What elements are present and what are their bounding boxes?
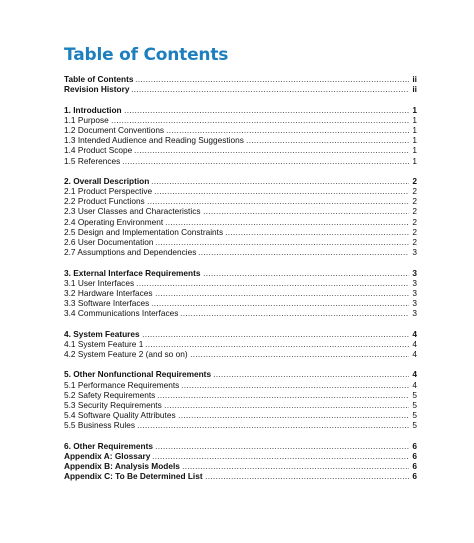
toc-entry-label: Appendix C: To Be Determined List [64,471,203,482]
toc-entry[interactable] [64,420,417,430]
toc-entry[interactable] [64,105,417,115]
toc-entry[interactable] [64,308,417,318]
toc-entry-label: 3. External Interface Requirements [64,267,201,278]
dot-leader [142,336,409,337]
dot-leader [213,376,409,377]
toc-entry[interactable] [64,125,417,135]
toc-entry-label: 2.2 Product Functions [64,196,145,207]
toc-entry[interactable] [64,268,417,278]
toc-entry-page-number: 5 [412,400,417,410]
toc-entry-label: 5. Other Nonfunctional Requirements [64,369,212,380]
toc-entry[interactable] [64,115,417,125]
toc-entry[interactable] [64,145,417,155]
toc-entry-label: 2.5 Design and Implementation Constraints [64,226,224,237]
toc-entry[interactable] [64,349,417,359]
toc-entry-page-number: 1 [412,124,417,135]
toc-entry-page-number: 3 [412,267,417,278]
toc-entry-label: 1.3 Intended Audience and Reading Suggestions [64,135,244,146]
toc-entry-page-number: 2 [412,196,417,207]
toc-entry[interactable] [64,227,417,237]
toc-entry-label: 1.5 References [64,155,121,166]
toc-entry[interactable] [64,339,417,349]
toc-entry[interactable] [64,461,417,471]
toc-entry-page-number: 4 [412,379,417,390]
toc-entry-page-number: ii [412,84,417,95]
toc-entry[interactable] [64,84,417,94]
toc-entry-page-number: 4 [412,349,417,360]
toc-entry-label: Table of Contents [64,74,134,84]
toc-entry-page-number: 3 [412,287,417,298]
dot-leader [151,183,409,184]
toc-entry-label: 6. Other Requirements [64,440,153,451]
toc-entry-label: 2.7 Assumptions and Dependencies [64,247,197,258]
toc-entry[interactable] [64,329,417,339]
toc-entry[interactable] [64,217,417,227]
toc-entry[interactable] [64,74,417,84]
toc-entry-page-number: 6 [412,471,417,482]
dot-leader [190,356,409,357]
toc-entry-label: 3.1 User Interfaces [64,277,135,288]
toc-entry[interactable] [64,278,417,288]
toc-entry-label: Appendix B: Analysis Models [64,461,180,472]
toc-entry[interactable] [64,206,417,216]
toc-entry-page-number: 3 [412,277,417,288]
toc-entry-page-number: 4 [412,328,417,339]
toc-entry-label: 5.5 Business Rules [64,420,136,431]
toc-entry[interactable] [64,390,417,400]
toc-entry-page-number: 5 [412,420,417,431]
toc-entry[interactable] [64,186,417,196]
dot-leader [225,234,409,235]
toc-entry[interactable] [64,298,417,308]
dot-leader [166,132,409,133]
dot-leader [181,387,409,388]
toc-entry-label: 2.1 Product Perspective [64,186,153,197]
toc-entry-page-number: 2 [412,237,417,247]
toc-entry-label: 2. Overall Description [64,175,150,186]
dot-leader [124,112,409,113]
dot-leader [155,295,409,296]
toc-entry[interactable] [64,135,417,145]
dot-leader [152,458,409,459]
toc-entry-page-number: 1 [412,155,417,166]
toc-entry-page-number: 1 [412,135,417,146]
toc-entry-page-number: 5 [412,389,417,400]
toc-entry-label: 3.4 Communications Interfaces [64,308,179,319]
dot-leader [134,152,409,153]
toc-entry[interactable] [64,441,417,451]
dot-leader [180,315,409,316]
toc-entry-label: 5.3 Security Requirements [64,400,162,410]
toc-entry-page-number: 2 [412,175,417,186]
dot-leader [151,305,409,306]
toc-entry[interactable] [64,288,417,298]
toc-entry-label: 1.2 Document Conventions [64,124,165,135]
dot-leader [198,254,409,255]
toc-entry-page-number: 2 [412,226,417,237]
toc-entry-label: 3.3 Software Interfaces [64,298,150,309]
toc-entry-label: 4.1 System Feature 1 [64,338,144,349]
dot-leader [178,417,409,418]
toc-entry-label: 2.4 Operating Environment [64,216,164,227]
toc-entry-label: 1. Introduction [64,104,122,115]
toc-entry-label: 2.3 User Classes and Characteristics [64,206,201,217]
dot-leader [165,224,409,225]
toc-entry-page-number: 3 [412,247,417,258]
toc-entry-page-number: 5 [412,410,417,421]
toc-entry[interactable] [64,400,417,410]
dot-leader [122,163,409,164]
dot-leader [111,122,409,123]
toc-entry-page-number: 1 [412,145,417,156]
dot-leader [145,346,409,347]
dot-leader [203,275,410,276]
dot-leader [164,407,409,408]
dot-leader [131,91,409,92]
toc-entry-page-number: 6 [412,450,417,461]
toc-entry-page-number: 2 [412,186,417,197]
table-of-contents [64,74,417,482]
toc-entry[interactable] [64,196,417,206]
toc-entry[interactable] [64,471,417,481]
dot-leader [155,448,409,449]
toc-entry-page-number: 4 [412,369,417,380]
toc-entry-label: 4.2 System Feature 2 (and so on) [64,349,188,360]
dot-leader [147,203,409,204]
toc-entry-page-number: 1 [412,114,417,125]
toc-entry-page-number: 6 [412,461,417,472]
page-title: Table of Contents [64,45,229,65]
dot-leader [136,285,409,286]
toc-entry[interactable] [64,369,417,379]
toc-entry-page-number: 3 [412,308,417,319]
toc-entry-label: 1.1 Purpose [64,114,109,125]
toc-entry-page-number: 2 [412,216,417,227]
toc-entry[interactable] [64,410,417,420]
toc-entry-label: 5.1 Performance Requirements [64,379,180,390]
toc-entry-label: 3.2 Hardware Interfaces [64,287,153,298]
dot-leader [154,193,409,194]
toc-entry[interactable] [64,237,417,247]
toc-entry-page-number: 4 [412,338,417,349]
dot-leader [155,244,409,245]
toc-entry[interactable] [64,156,417,166]
toc-entry[interactable] [64,380,417,390]
toc-entry-label: Appendix A: Glossary [64,450,151,461]
dot-leader [203,213,410,214]
dot-leader [157,397,409,398]
dot-leader [182,468,409,469]
dot-leader [135,81,409,82]
toc-entry-label: Revision History [64,84,130,95]
toc-entry-page-number: 2 [412,206,417,217]
toc-entry[interactable] [64,247,417,257]
toc-entry-page-number: 1 [412,104,417,115]
toc-entry-page-number: 6 [412,440,417,451]
dot-leader [246,142,409,143]
toc-entry-label: 2.6 User Documentation [64,237,154,247]
dot-leader [205,478,409,479]
toc-entry-label: 5.2 Safety Requirements [64,389,156,400]
toc-entry-page-number: ii [412,74,417,84]
toc-entry[interactable] [64,176,417,186]
toc-entry-label: 1.4 Product Scope [64,145,133,156]
toc-entry-label: 4. System Features [64,328,140,339]
toc-entry-label: 5.4 Software Quality Attributes [64,410,176,421]
toc-entry-page-number: 3 [412,298,417,309]
dot-leader [137,427,409,428]
toc-entry[interactable] [64,451,417,461]
